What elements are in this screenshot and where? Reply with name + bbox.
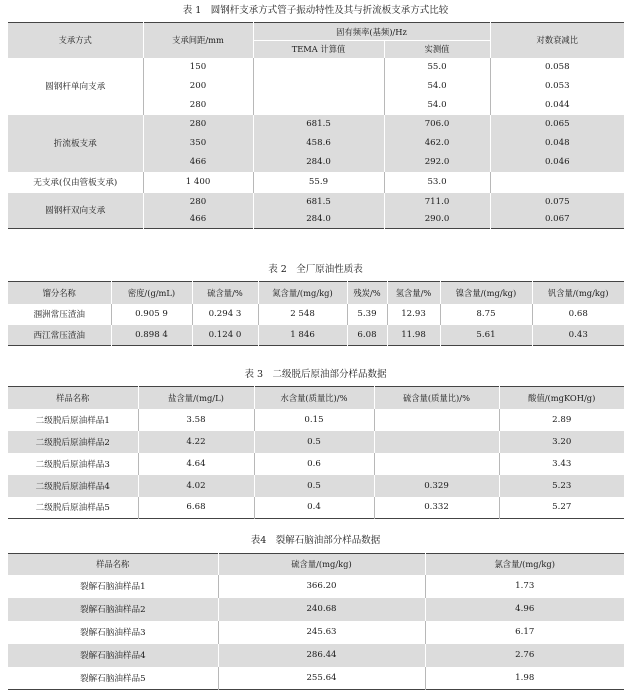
t3-cell: 4.22	[138, 431, 254, 453]
t2-header-6: 镍含量/(mg/kg)	[440, 282, 532, 304]
t2-header-0: 馏分名称	[42, 287, 76, 298]
t2-cell: 8.75	[440, 304, 532, 325]
t4-header-1: 硫含量/(mg/kg)	[218, 554, 425, 575]
table3	[8, 386, 624, 519]
t3-cell: 4.64	[138, 453, 254, 475]
table-row	[8, 409, 624, 431]
t2-cell: 5.39	[347, 304, 387, 325]
t3-cell: 3.20	[499, 431, 624, 453]
t1-header-spacing: 支承间距/mm	[143, 23, 253, 58]
table-row	[8, 115, 624, 134]
t2-header-row	[8, 282, 624, 304]
t3-cell: 5.23	[499, 475, 624, 497]
table-row	[8, 598, 624, 621]
t3-cell: 4.02	[138, 475, 254, 497]
t1-tema-cell: 681.5	[253, 115, 384, 134]
table4-caption: 表4 裂解石脑油部分样品数据	[250, 535, 381, 546]
t1-spacing-cell: 350	[143, 134, 253, 153]
t2-header-2: 硫含量/%	[192, 282, 258, 304]
t3-cell: 0.6	[254, 453, 374, 475]
t3-cell: 0.332	[374, 497, 499, 519]
t1-tema-cell	[253, 77, 384, 96]
t3-cell: 二级脱后原油样品1	[35, 415, 110, 426]
t4-cell: 2.76	[425, 644, 624, 667]
t3-cell: 0.4	[254, 497, 374, 519]
t3-body	[8, 409, 624, 519]
table-row	[8, 475, 624, 497]
t1-header-freq: 固有频率(基频)/Hz	[253, 23, 490, 41]
t2-cell: 0.898 4	[111, 325, 192, 346]
t2-cell: 12.93	[387, 304, 440, 325]
t1-tema-cell: 458.6	[253, 134, 384, 153]
t1-support-label: 无支承(仅由管板支承)	[33, 178, 118, 188]
t4-cell: 裂解石脑油样品3	[79, 628, 146, 638]
t1-spacing-cell: 280	[143, 96, 253, 115]
t2-cell: 0.905 9	[111, 304, 192, 325]
table-row	[8, 193, 624, 211]
t4-cell: 裂解石脑油样品2	[79, 605, 146, 615]
t1-measured-cell: 711.0	[384, 193, 490, 211]
t3-cell: 二级脱后原油样品2	[35, 437, 110, 448]
t2-header-1: 密度/(g/mL)	[111, 282, 192, 304]
t3-cell: 二级脱后原油样品3	[35, 459, 110, 470]
t2-cell: 西江常压渣油	[33, 330, 86, 341]
t1-support-label: 圆钢杆单向支承	[45, 82, 106, 92]
t2-header-3: 氮含量/(mg/kg)	[258, 282, 347, 304]
t4-cell: 286.44	[218, 644, 425, 667]
t3-cell: 6.68	[138, 497, 254, 519]
t4-header-2: 氯含量/(mg/kg)	[425, 554, 624, 575]
t2-cell: 0.294 3	[192, 304, 258, 325]
t1-measured-cell: 55.0	[384, 58, 490, 77]
t2-cell: 6.08	[347, 325, 387, 346]
t1-decrement-cell: 0.046	[490, 153, 624, 172]
table-row	[8, 453, 624, 475]
t1-spacing-cell: 150	[143, 58, 253, 77]
t1-decrement-cell: 0.075	[490, 193, 624, 211]
t2-cell: 0.43	[532, 325, 624, 346]
t3-cell	[374, 431, 499, 453]
t1-measured-cell: 290.0	[384, 211, 490, 229]
t1-measured-cell: 54.0	[384, 96, 490, 115]
table-row	[8, 667, 624, 690]
t1-measured-cell: 53.0	[384, 172, 490, 193]
t2-cell: 11.98	[387, 325, 440, 346]
t4-cell: 366.20	[218, 575, 425, 598]
t3-cell: 二级脱后原油样品5	[35, 503, 110, 514]
t1-header-support: 支承方式	[58, 35, 92, 46]
t2-cell: 1 846	[258, 325, 347, 346]
t4-cell: 裂解石脑油样品5	[79, 673, 146, 684]
t2-cell: 涠洲常压渣油	[33, 310, 86, 320]
t1-measured-cell: 462.0	[384, 134, 490, 153]
t3-cell: 0.5	[254, 431, 374, 453]
t3-header-0: 样品名称	[56, 392, 90, 403]
t4-cell: 1.73	[425, 575, 624, 598]
t1-decrement-cell: 0.065	[490, 115, 624, 134]
t4-cell: 裂解石脑油样品4	[79, 651, 146, 661]
table2-caption: 表 2 全厂原油性质表	[268, 264, 363, 275]
t1-support-label: 圆钢杆双向支承	[45, 206, 106, 217]
table-row	[8, 325, 624, 346]
table-row	[8, 172, 624, 193]
t1-measured-cell: 292.0	[384, 153, 490, 172]
t1-tema-cell	[253, 96, 384, 115]
t2-cell: 0.68	[532, 304, 624, 325]
t1-spacing-cell: 1 400	[143, 172, 253, 193]
t1-tema-cell: 55.9	[253, 172, 384, 193]
t4-cell: 6.17	[425, 621, 624, 644]
t1-decrement-cell: 0.053	[490, 77, 624, 96]
t4-header-0: 样品名称	[96, 559, 130, 570]
table-row	[8, 497, 624, 519]
t3-cell: 3.43	[499, 453, 624, 475]
t1-decrement-cell: 0.048	[490, 134, 624, 153]
t3-cell: 3.58	[138, 409, 254, 431]
t3-cell: 5.27	[499, 497, 624, 519]
t4-header-row	[8, 554, 624, 575]
t1-decrement-cell	[490, 172, 624, 193]
t1-body	[8, 58, 624, 229]
table1	[8, 22, 624, 229]
table-row	[8, 58, 624, 77]
table-row	[8, 431, 624, 453]
table4	[8, 553, 624, 690]
t3-cell: 0.15	[254, 409, 374, 431]
table3-caption: 表 3 二级脱后原油部分样品数据	[244, 369, 387, 380]
t3-cell	[374, 453, 499, 475]
t1-support-label: 折流板支承	[53, 139, 97, 149]
t1-header-measured: 实测值	[384, 41, 490, 58]
t1-header-decrement: 对数衰减比	[490, 23, 624, 58]
t1-spacing-cell: 200	[143, 77, 253, 96]
t3-header-row	[8, 387, 624, 409]
table2	[8, 281, 624, 346]
table-row	[8, 304, 624, 325]
t1-spacing-cell: 280	[143, 115, 253, 134]
t4-body	[8, 575, 624, 690]
t2-header-4: 残炭/%	[347, 282, 387, 304]
t2-body	[8, 304, 624, 346]
t3-header-2: 水含量(质量比)/%	[254, 387, 374, 409]
t1-tema-cell: 681.5	[253, 193, 384, 211]
table-row	[8, 644, 624, 667]
t4-cell: 裂解石脑油样品1	[79, 582, 146, 592]
t1-decrement-cell: 0.044	[490, 96, 624, 115]
t1-spacing-cell: 280	[143, 193, 253, 211]
t3-cell	[374, 409, 499, 431]
t1-spacing-cell: 466	[143, 211, 253, 229]
t4-cell: 255.64	[218, 667, 425, 690]
t3-header-3: 硫含量(质量比)/%	[374, 387, 499, 409]
table-row	[8, 575, 624, 598]
t3-cell: 0.5	[254, 475, 374, 497]
t1-tema-cell	[253, 58, 384, 77]
t3-cell: 0.329	[374, 475, 499, 497]
t4-cell: 240.68	[218, 598, 425, 621]
t1-tema-cell: 284.0	[253, 211, 384, 229]
t3-cell: 二级脱后原油样品4	[35, 481, 110, 492]
t2-cell: 2 548	[258, 304, 347, 325]
t4-cell: 1.98	[425, 667, 624, 690]
t2-header-5: 氢含量/%	[387, 282, 440, 304]
table-row	[8, 621, 624, 644]
t2-header-7: 钒含量/(mg/kg)	[532, 282, 624, 304]
t2-cell: 0.124 0	[192, 325, 258, 346]
t4-cell: 4.96	[425, 598, 624, 621]
t1-header-tema: TEMA 计算值	[253, 41, 384, 58]
t1-spacing-cell: 466	[143, 153, 253, 172]
t3-header-1: 盐含量/(mg/L)	[138, 387, 254, 409]
t3-cell: 2.89	[499, 409, 624, 431]
t4-cell: 245.63	[218, 621, 425, 644]
table1-caption: 表 1 圆钢杆支承方式管子振动特性及其与折流板支承方式比较	[182, 5, 449, 16]
t1-decrement-cell: 0.058	[490, 58, 624, 77]
t1-measured-cell: 54.0	[384, 77, 490, 96]
t2-cell: 5.61	[440, 325, 532, 346]
t1-tema-cell: 284.0	[253, 153, 384, 172]
t3-header-4: 酸值/(mgKOH/g)	[499, 387, 624, 409]
t1-decrement-cell: 0.067	[490, 211, 624, 229]
t1-measured-cell: 706.0	[384, 115, 490, 134]
